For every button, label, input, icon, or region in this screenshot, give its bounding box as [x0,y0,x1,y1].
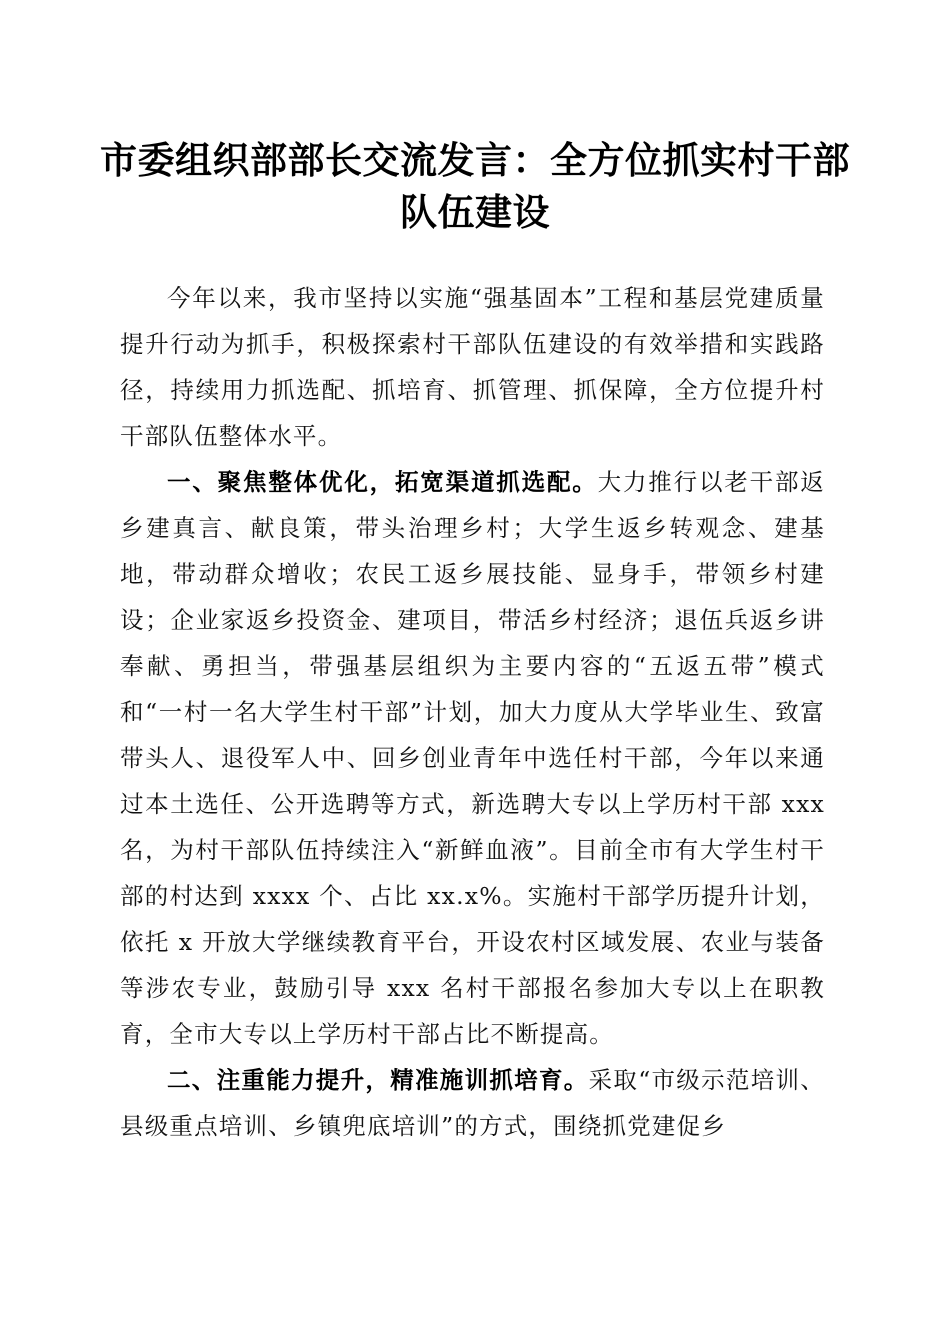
intro-text: 今年以来，我市坚持以实施“强基固本”工程和基层党建质量提升行动为抓手，积极探索村干部队伍建设的有效举措和实践路径，持续用力抓选配、抓培育、抓管理、抓保障，全方位提升村干部队伍整体水平。 [120,284,825,450]
section-2-heading: 二、注重能力提升，精准施训抓培育。 [167,1066,589,1094]
document-body [120,275,825,1149]
section-1-paragraph [120,459,825,1057]
section-1-heading: 一、聚焦整体优化，拓宽渠道抓选配。 [167,468,598,496]
section-2-body: 采取“市级示范培训、县级重点培训、乡镇兜底培训”的方式，围绕抓党建促乡 [120,1066,825,1140]
section-2-paragraph [120,1057,825,1149]
intro-paragraph [120,275,825,459]
document-title [100,134,850,238]
title-line-2: 队伍建设 [400,190,550,234]
title-line-1: 市委组织部部长交流发言：全方位抓实村干部 [100,138,850,182]
section-1-body: 大力推行以老干部返乡建真言、献良策，带头治理乡村；大学生返乡转观念、建基地，带动群众增收；农民工返乡展技能、显身手，带领乡村建设；企业家返乡投资金、建项目，带活乡村经济；退伍兵返乡讲奉献、勇担当，带强基层组织为主要内容的“五返五带”模式和“一村一名大学生村干部”计划，加大力度从大学毕业生、致富带头人、退役军人中、回乡创业青年中选任村干部，今年以来通过本土选任、公开选聘等方式，新选聘大专以上学历村干部 xxx 名，为村干部队伍持续注入“新鲜血液”。目前全市有大学生村干部的村达到 xxxx 个、占比 xx.x%。实施村干部学历提升计划，依托 x 开放大学继续教育平台，开设农村区域发展、农业与装备等涉农专业，鼓励引导 xxx 名村干部报名参加大专以上在职教育，全市大专以上学历村干部占比不断提高。 [120,468,825,1048]
